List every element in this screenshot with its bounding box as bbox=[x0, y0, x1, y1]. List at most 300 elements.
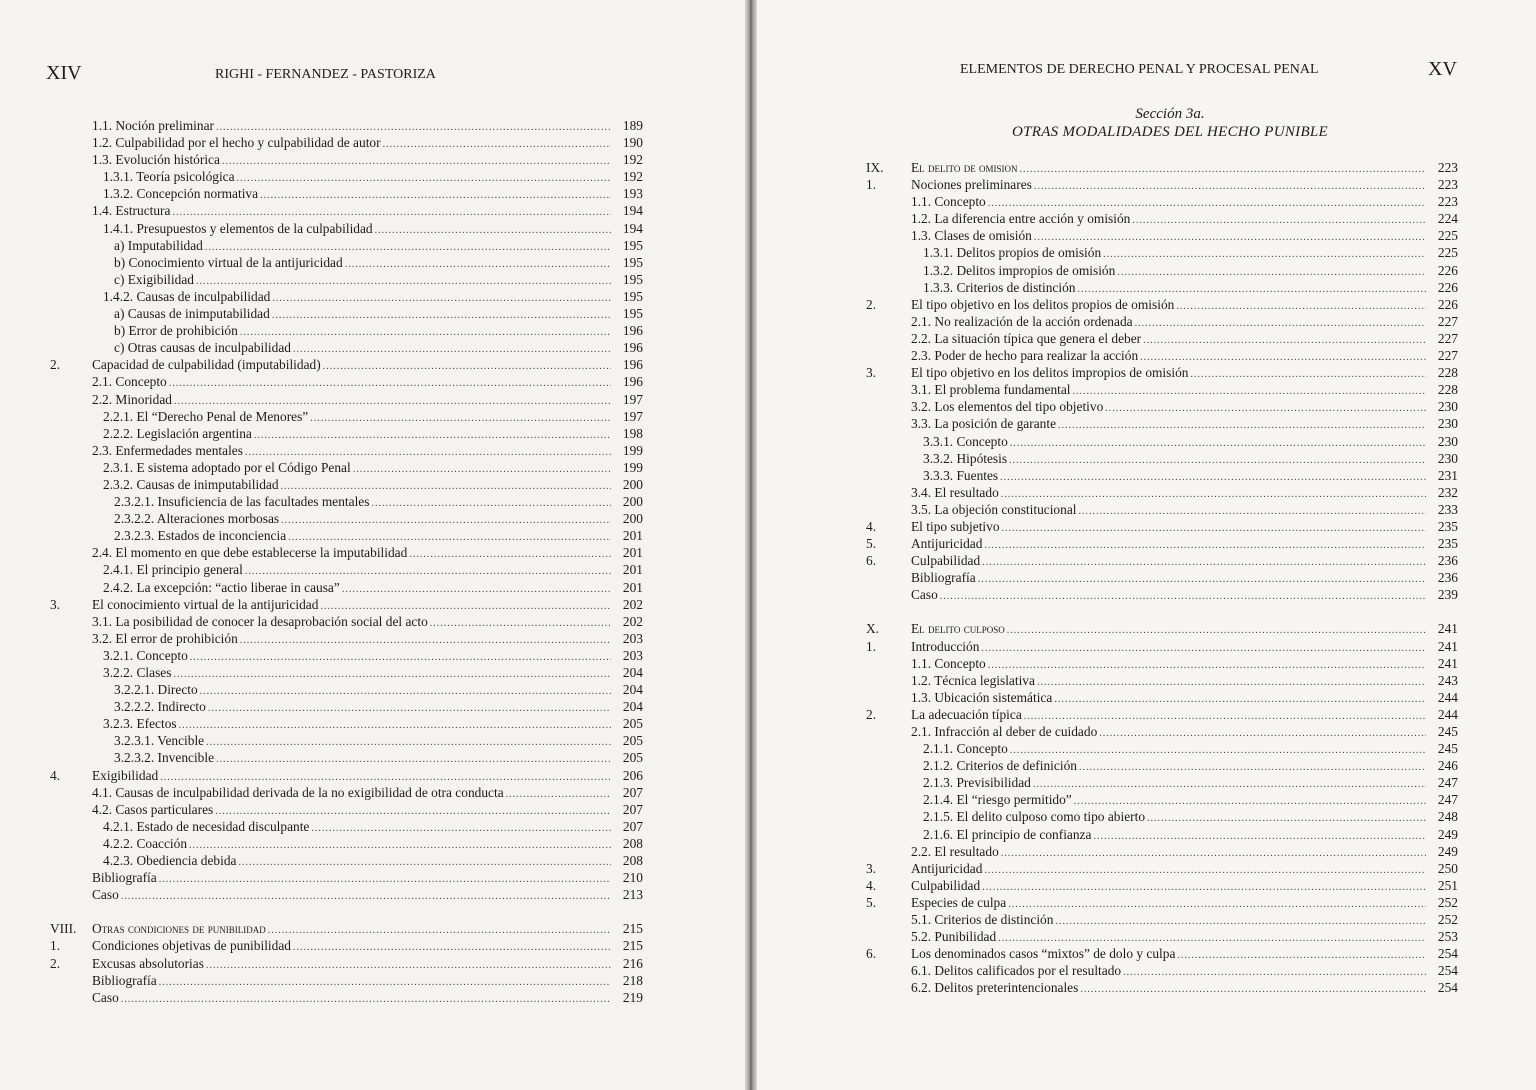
toc-entry-page: 192 bbox=[622, 152, 643, 168]
toc-entry-title: 3.3. La posición de garante bbox=[911, 416, 1057, 432]
toc-entry-page: 228 bbox=[1437, 365, 1458, 381]
toc-entry-page: 253 bbox=[1437, 929, 1458, 945]
toc-entry-page: 246 bbox=[1437, 758, 1458, 774]
toc-entry-title: 2.2.1. El “Derecho Penal de Menores” bbox=[103, 408, 309, 424]
toc-entry-title: 4.1. Causas de inculpabilidad derivada de la no exigibilidad de otra conducta bbox=[92, 784, 504, 800]
toc-entry bbox=[866, 740, 1458, 757]
toc-entry bbox=[866, 962, 1458, 979]
toc-entry bbox=[866, 501, 1458, 518]
toc-entry-title: El conocimiento virtual de la antijuricidad bbox=[92, 596, 319, 612]
toc-entry-title: 2.4.2. La excepción: “actio liberae in causa” bbox=[103, 579, 340, 595]
toc-entry-page: 195 bbox=[622, 237, 643, 253]
toc-entry-page: 197 bbox=[622, 408, 643, 424]
toc-entry-title: 1.3.2. Delitos impropios de omisión bbox=[923, 262, 1116, 278]
toc-entry-title: 3.1. El problema fundamental bbox=[911, 382, 1071, 398]
toc-entry-title: 1.4. Estructura bbox=[92, 203, 171, 219]
toc-entry-page: 249 bbox=[1437, 843, 1458, 859]
toc-entry-page: 223 bbox=[1437, 160, 1458, 175]
toc-entry-page: 203 bbox=[622, 630, 643, 646]
toc-entry bbox=[866, 296, 1458, 313]
toc-entry-title: 1.3.3. Criterios de distinción bbox=[923, 279, 1076, 295]
toc-entry-number: IX. bbox=[866, 160, 884, 175]
toc-entry-page: 226 bbox=[1437, 262, 1458, 278]
toc-entry bbox=[50, 835, 643, 852]
toc-entry-page: 230 bbox=[1437, 433, 1458, 449]
toc-entry-title: a) Causas de inimputabilidad bbox=[114, 306, 270, 322]
toc-entry-title: 3.2. El error de prohibición bbox=[92, 630, 238, 646]
toc-entry-title: Antijuricidad bbox=[911, 536, 983, 552]
toc-entry-title: 3.2.2. Clases bbox=[103, 665, 172, 680]
toc-entry-title: 2.1.2. Criterios de definición bbox=[923, 758, 1077, 774]
toc-entry-number: 2. bbox=[50, 955, 61, 971]
toc-entry bbox=[866, 484, 1458, 501]
toc-entry-page: 252 bbox=[1437, 912, 1458, 928]
toc-entry bbox=[50, 493, 643, 510]
toc-entry-title: 2.2. El resultado bbox=[911, 843, 999, 859]
toc-entry bbox=[866, 620, 1458, 637]
dot-leader bbox=[940, 588, 1426, 605]
toc-entry bbox=[50, 202, 643, 219]
toc-entry-page: 198 bbox=[622, 425, 643, 441]
toc-entry-page: 196 bbox=[622, 323, 643, 339]
toc-entry-page: 205 bbox=[622, 750, 643, 766]
toc-entry-title: El delito de omision bbox=[911, 160, 1018, 175]
toc-entry-title: 4.2.1. Estado de necesidad disculpante bbox=[103, 818, 310, 834]
toc-entry bbox=[866, 193, 1458, 210]
toc-entry bbox=[50, 886, 643, 903]
toc-entry bbox=[866, 791, 1458, 808]
toc-entry-title: 3.3.3. Fuentes bbox=[923, 467, 999, 483]
toc-entry-page: 207 bbox=[622, 818, 643, 834]
toc-entry-title: 6.1. Delitos calificados por el resultado bbox=[911, 963, 1122, 979]
toc-entry bbox=[50, 749, 643, 766]
toc-entry bbox=[50, 801, 643, 818]
toc-entry-title: a) Imputabilidad bbox=[114, 237, 203, 253]
toc-entry bbox=[866, 347, 1458, 364]
toc-entry bbox=[50, 732, 643, 749]
toc-entry-page: 207 bbox=[622, 784, 643, 800]
toc-entry-title: 1.3.1. Delitos propios de omisión bbox=[923, 245, 1102, 261]
toc-entry-number: 3. bbox=[866, 365, 877, 381]
toc-entry-title: 2.1.5. El delito culposo como tipo abierto bbox=[923, 809, 1146, 825]
toc-entry bbox=[50, 442, 643, 459]
toc-entry-title: 3.2.1. Concepto bbox=[103, 647, 188, 663]
toc-entry bbox=[50, 168, 643, 185]
toc-entry-page: 244 bbox=[1437, 706, 1458, 722]
toc-entry-page: 227 bbox=[1437, 330, 1458, 346]
toc-entry-title: Antijuricidad bbox=[911, 860, 983, 876]
toc-entry-page: 241 bbox=[1437, 621, 1458, 637]
toc-entry-page: 244 bbox=[1437, 689, 1458, 705]
toc-entry-number: 2. bbox=[866, 296, 877, 312]
toc-entry-page: 201 bbox=[622, 545, 643, 561]
toc-entry-page: 207 bbox=[622, 801, 643, 817]
toc-entry-title: 4.2.2. Coacción bbox=[103, 835, 188, 851]
toc-entry-page: 226 bbox=[1437, 296, 1458, 312]
toc-entry-page: 241 bbox=[1437, 638, 1458, 654]
toc-entry-page: 202 bbox=[622, 613, 643, 629]
toc-entry-title: 2.3.2.2. Alteraciones morbosas bbox=[114, 511, 280, 527]
toc-entry-title: Bibliografía bbox=[92, 870, 157, 886]
toc-entry bbox=[50, 681, 643, 698]
toc-entry-title: 2.1. Infracción al deber de cuidado bbox=[911, 724, 1098, 739]
toc-entry bbox=[50, 937, 643, 954]
toc-entry-page: 245 bbox=[1437, 724, 1458, 739]
toc-entry bbox=[50, 955, 643, 972]
toc-entry bbox=[866, 535, 1458, 552]
toc-entry-title: El tipo subjetivo bbox=[911, 518, 1000, 534]
toc-entry bbox=[866, 244, 1458, 261]
toc-entry-title: 3.2.3.2. Invencible bbox=[114, 750, 215, 766]
toc-entry bbox=[50, 698, 643, 715]
toc-entry bbox=[866, 826, 1458, 843]
toc-entry-title: 2.2. Minoridad bbox=[92, 391, 172, 407]
toc-entry-page: 236 bbox=[1437, 570, 1458, 586]
toc-entry-number: 4. bbox=[866, 877, 877, 893]
toc-entry-page: 204 bbox=[622, 699, 643, 715]
toc-entry bbox=[866, 210, 1458, 227]
toc-entry-title: 2.3.2. Causas de inimputabilidad bbox=[103, 476, 279, 492]
toc-entry-title: 3.1. La posibilidad de conocer la desaprobación social del acto bbox=[92, 613, 428, 629]
toc-entry-page: 189 bbox=[622, 118, 643, 133]
toc-entry bbox=[50, 151, 643, 168]
toc-entry-page: 254 bbox=[1437, 946, 1458, 962]
toc-entry bbox=[866, 552, 1458, 569]
toc-entry bbox=[50, 561, 643, 578]
toc-entry-page: 218 bbox=[622, 972, 643, 988]
toc-entry-number: 4. bbox=[50, 767, 61, 783]
toc-entry bbox=[50, 288, 643, 305]
toc-entry-title: 2.3.2.3. Estados de inconciencia bbox=[114, 528, 287, 544]
toc-entry-title: El tipo objetivo en los delitos propios de omisión bbox=[911, 296, 1175, 312]
toc-entry-title: Bibliografía bbox=[92, 972, 157, 988]
toc-entry-title: 5.2. Punibilidad bbox=[911, 929, 997, 945]
toc-entry-title: 1.3.2. Concepción normativa bbox=[103, 186, 259, 202]
toc-entry-page: 195 bbox=[622, 254, 643, 270]
toc-entry-page: 194 bbox=[622, 220, 643, 236]
toc-entry-page: 239 bbox=[1437, 587, 1458, 603]
toc-entry-title: 1.4.1. Presupuestos y elementos de la culpabilidad bbox=[103, 220, 373, 236]
toc-entry-page: 247 bbox=[1437, 792, 1458, 808]
toc-entry bbox=[866, 843, 1458, 860]
toc-entry bbox=[866, 638, 1458, 655]
toc-entry-title: 1.3. Ubicación sistemática bbox=[911, 689, 1053, 705]
toc-entry-number: 5. bbox=[866, 536, 877, 552]
toc-entry-title: Caso bbox=[92, 887, 119, 903]
toc-entry-title: 4.2.3. Obediencia debida bbox=[103, 853, 237, 869]
toc-entry-title: 1.3. Evolución histórica bbox=[92, 152, 220, 168]
toc-entry bbox=[866, 415, 1458, 432]
toc-entry-title: Culpabilidad bbox=[911, 553, 981, 569]
toc-entry-title: Capacidad de culpabilidad (imputabilidad) bbox=[92, 357, 321, 373]
toc-entry bbox=[866, 159, 1458, 176]
toc-entry-title: 2.3. Poder de hecho para realizar la acción bbox=[911, 348, 1139, 364]
toc-entry bbox=[866, 774, 1458, 791]
toc-entry bbox=[866, 979, 1458, 996]
toc-entry-title: 2.1.4. El “riesgo permitido” bbox=[923, 792, 1072, 808]
toc-entry bbox=[50, 920, 643, 937]
toc-entry bbox=[50, 254, 643, 271]
toc-entry-number: 1. bbox=[866, 177, 877, 193]
toc-entry bbox=[866, 723, 1458, 740]
toc-entry-page: 227 bbox=[1437, 313, 1458, 329]
toc-entry-page: 251 bbox=[1437, 877, 1458, 893]
toc-entry-title: 2.1.1. Concepto bbox=[923, 741, 1008, 757]
toc-entry-page: 197 bbox=[622, 391, 643, 407]
toc-entry-page: 206 bbox=[622, 767, 643, 783]
toc-entry bbox=[50, 510, 643, 527]
toc-entry bbox=[866, 672, 1458, 689]
toc-entry-page: 254 bbox=[1437, 963, 1458, 979]
toc-entry-title: 2.4.1. El principio general bbox=[103, 562, 243, 578]
toc-entry-number: 5. bbox=[866, 894, 877, 910]
toc-entry bbox=[866, 381, 1458, 398]
toc-entry-page: 243 bbox=[1437, 672, 1458, 688]
toc-entry-number: 6. bbox=[866, 553, 877, 569]
toc-entry-page: 196 bbox=[622, 340, 643, 356]
toc-entry-page: 232 bbox=[1437, 484, 1458, 500]
toc-entry-title: Culpabilidad bbox=[911, 877, 981, 893]
toc-entry bbox=[50, 630, 643, 647]
toc-entry-title: 1.1. Noción preliminar bbox=[92, 118, 214, 133]
toc-entry-page: 219 bbox=[622, 989, 643, 1005]
toc-entry-page: 202 bbox=[622, 596, 643, 612]
toc-entry-page: 201 bbox=[622, 528, 643, 544]
book-gutter bbox=[745, 0, 757, 1090]
toc-entry-page: 233 bbox=[1437, 501, 1458, 517]
toc-entry-page: 205 bbox=[622, 733, 643, 749]
toc-entry bbox=[50, 356, 643, 373]
toc-entry-page: 215 bbox=[622, 938, 643, 954]
toc-entry bbox=[50, 579, 643, 596]
toc-entry-title: 3.2.2.1. Directo bbox=[114, 682, 198, 698]
toc-entry bbox=[50, 220, 643, 237]
toc-entry bbox=[50, 989, 643, 1006]
toc-entry-title: Los denominados casos “mixtos” de dolo y culpa bbox=[911, 946, 1176, 962]
toc-entry-page: 192 bbox=[622, 169, 643, 185]
toc-entry-page: 227 bbox=[1437, 348, 1458, 364]
toc-entry-title: 3.2.3.1. Vencible bbox=[114, 733, 205, 749]
toc-entry-page: 254 bbox=[1437, 980, 1458, 996]
toc-entry-title: Especies de culpa bbox=[911, 894, 1007, 910]
toc-entry-title: 2.3. Enfermedades mentales bbox=[92, 442, 243, 458]
toc-entry-title: 4.2. Casos particulares bbox=[92, 801, 214, 817]
toc-entry bbox=[866, 227, 1458, 244]
toc-entry-title: Caso bbox=[92, 989, 119, 1005]
dot-leader bbox=[1080, 981, 1426, 998]
toc-entry-title: 2.4. El momento en que debe establecerse la imputabilidad bbox=[92, 545, 408, 561]
toc-entry bbox=[50, 425, 643, 442]
toc-entry-page: 250 bbox=[1437, 860, 1458, 876]
section-title: OTRAS MODALIDADES DEL HECHO PUNIBLE bbox=[1011, 124, 1329, 140]
toc-entry-page: 249 bbox=[1437, 826, 1458, 842]
toc-entry-number: 6. bbox=[866, 946, 877, 962]
toc-entry bbox=[866, 911, 1458, 928]
toc-entry bbox=[866, 877, 1458, 894]
toc-entry-page: 199 bbox=[622, 459, 643, 475]
toc-entry bbox=[50, 784, 643, 801]
toc-entry-page: 223 bbox=[1437, 194, 1458, 210]
toc-entry-page: 208 bbox=[622, 835, 643, 851]
toc-entry bbox=[50, 869, 643, 886]
toc-entry-page: 252 bbox=[1437, 894, 1458, 910]
toc-entry bbox=[50, 459, 643, 476]
toc-entry-title: b) Error de prohibición bbox=[114, 323, 238, 339]
toc-entry-title: Condiciones objetivas de punibilidad bbox=[92, 938, 291, 954]
right-page-folio: XV bbox=[1428, 58, 1457, 80]
toc-entry-title: 2.2. La situación típica que genera el deber bbox=[911, 330, 1142, 346]
toc-entry-page: 203 bbox=[622, 647, 643, 663]
toc-entry bbox=[866, 689, 1458, 706]
toc-entry-title: Introducción bbox=[911, 638, 980, 654]
toc-entry-title: 3.2.2.2. Indirecto bbox=[114, 699, 206, 715]
toc-entry-page: 200 bbox=[622, 476, 643, 492]
toc-entry bbox=[50, 544, 643, 561]
toc-entry-page: 235 bbox=[1437, 536, 1458, 552]
toc-entry-title: El tipo objetivo en los delitos impropios de omisión bbox=[911, 365, 1189, 381]
left-page-folio: XIV bbox=[46, 62, 82, 84]
toc-entry-page: 236 bbox=[1437, 553, 1458, 569]
toc-entry-page: 235 bbox=[1437, 518, 1458, 534]
toc-entry-title: 3.5. La objeción constitucional bbox=[911, 501, 1077, 517]
toc-entry-title: 3.2. Los elementos del tipo objetivo bbox=[911, 399, 1104, 415]
toc-entry-title: Bibliografía bbox=[911, 570, 976, 586]
toc-entry bbox=[866, 364, 1458, 381]
toc-entry-number: 2. bbox=[50, 357, 61, 373]
toc-entry bbox=[50, 408, 643, 425]
toc-entry-title: Excusas absolutorias bbox=[92, 955, 204, 971]
toc-entry-title: 2.3.1. E sistema adoptado por el Código Penal bbox=[103, 459, 351, 475]
toc-entry bbox=[866, 655, 1458, 672]
toc-entry bbox=[50, 596, 643, 613]
toc-entry-title: c) Otras causas de inculpabilidad bbox=[114, 340, 291, 356]
toc-entry-title: 1.3.1. Teoría psicológica bbox=[103, 169, 235, 185]
toc-entry-page: 200 bbox=[622, 494, 643, 510]
toc-entry-title: 1.1. Concepto bbox=[911, 194, 986, 210]
toc-entry-title: 3.3.2. Hipótesis bbox=[923, 450, 1008, 466]
toc-entry bbox=[866, 706, 1458, 723]
toc-entry-page: 195 bbox=[622, 288, 643, 304]
toc-entry bbox=[866, 262, 1458, 279]
toc-entry bbox=[866, 313, 1458, 330]
toc-entry bbox=[50, 117, 643, 134]
toc-entry-title: 2.2.2. Legislación argentina bbox=[103, 425, 252, 441]
toc-entry-page: 213 bbox=[622, 887, 643, 903]
toc-entry-title: Nociones preliminares bbox=[911, 177, 1032, 193]
toc-entry bbox=[866, 945, 1458, 962]
toc-entry-page: 204 bbox=[622, 665, 643, 680]
toc-entry-title: El delito culposo bbox=[911, 621, 1005, 637]
toc-entry bbox=[866, 518, 1458, 535]
toc-entry-page: 196 bbox=[622, 357, 643, 373]
toc-left bbox=[50, 117, 643, 1006]
toc-entry-title: 6.2. Delitos preterintencionales bbox=[911, 980, 1079, 996]
toc-entry-page: 230 bbox=[1437, 416, 1458, 432]
toc-entry-number: X. bbox=[866, 621, 880, 637]
dot-leader bbox=[121, 888, 611, 905]
toc-entry-page: 223 bbox=[1437, 177, 1458, 193]
toc-entry bbox=[50, 664, 643, 681]
toc-entry-page: 230 bbox=[1437, 450, 1458, 466]
toc-entry-page: 210 bbox=[622, 870, 643, 886]
toc-entry bbox=[50, 373, 643, 390]
toc-entry-number: 2. bbox=[866, 706, 877, 722]
toc-entry-page: 245 bbox=[1437, 741, 1458, 757]
dot-leader bbox=[121, 991, 611, 1008]
toc-entry-number: VIII. bbox=[50, 921, 77, 937]
toc-entry-number: 1. bbox=[50, 938, 61, 954]
toc-right bbox=[866, 159, 1458, 997]
toc-entry-title: 1.2. Culpabilidad por el hecho y culpabilidad de autor bbox=[92, 135, 381, 151]
toc-entry bbox=[50, 818, 643, 835]
toc-entry-page: 193 bbox=[622, 186, 643, 202]
toc-entry bbox=[50, 305, 643, 322]
toc-entry bbox=[866, 569, 1458, 586]
toc-entry-number: 4. bbox=[866, 518, 877, 534]
toc-entry-page: 231 bbox=[1437, 467, 1458, 483]
toc-entry-title: Caso bbox=[911, 587, 938, 603]
toc-entry-page: 205 bbox=[622, 716, 643, 732]
toc-entry-page: 224 bbox=[1437, 211, 1458, 227]
toc-entry bbox=[866, 586, 1458, 603]
toc-entry bbox=[50, 391, 643, 408]
toc-entry-page: 215 bbox=[622, 921, 643, 937]
toc-entry bbox=[50, 185, 643, 202]
toc-entry-title: La adecuación típica bbox=[911, 706, 1022, 722]
toc-entry-page: 241 bbox=[1437, 655, 1458, 671]
toc-entry-title: 2.1. Concepto bbox=[92, 374, 167, 390]
toc-entry-page: 248 bbox=[1437, 809, 1458, 825]
toc-entry-page: 225 bbox=[1437, 245, 1458, 261]
toc-entry bbox=[866, 894, 1458, 911]
toc-entry bbox=[50, 271, 643, 288]
toc-entry-page: 225 bbox=[1437, 228, 1458, 244]
toc-entry bbox=[866, 433, 1458, 450]
toc-entry bbox=[50, 852, 643, 869]
toc-entry bbox=[50, 767, 643, 784]
toc-entry bbox=[866, 860, 1458, 877]
toc-entry bbox=[50, 237, 643, 254]
toc-entry-page: 201 bbox=[622, 579, 643, 595]
toc-entry bbox=[866, 398, 1458, 415]
toc-entry-page: 200 bbox=[622, 511, 643, 527]
toc-entry-title: 3.2.3. Efectos bbox=[103, 716, 177, 732]
toc-entry-title: 2.3.2.1. Insuficiencia de las facultades mentales bbox=[114, 494, 370, 510]
toc-entry-title: 3.4. El resultado bbox=[911, 484, 999, 500]
toc-entry-number: 1. bbox=[866, 638, 877, 654]
toc-entry-page: 247 bbox=[1437, 775, 1458, 791]
toc-entry bbox=[50, 613, 643, 630]
toc-entry bbox=[50, 339, 643, 356]
toc-entry-title: 2.1.3. Previsibilidad bbox=[923, 775, 1031, 791]
toc-entry bbox=[50, 647, 643, 664]
toc-entry-page: 226 bbox=[1437, 279, 1458, 295]
section-label: Sección 3a. bbox=[1135, 106, 1205, 122]
toc-entry bbox=[866, 467, 1458, 484]
toc-entry-page: 228 bbox=[1437, 382, 1458, 398]
toc-entry-page: 190 bbox=[622, 135, 643, 151]
toc-entry-title: Exigibilidad bbox=[92, 767, 159, 783]
toc-entry-title: c) Exigibilidad bbox=[114, 271, 194, 287]
toc-entry bbox=[50, 322, 643, 339]
toc-entry-page: 230 bbox=[1437, 399, 1458, 415]
toc-entry bbox=[50, 972, 643, 989]
toc-entry bbox=[50, 134, 643, 151]
toc-entry-page: 194 bbox=[622, 203, 643, 219]
toc-entry-page: 208 bbox=[622, 853, 643, 869]
toc-entry bbox=[866, 928, 1458, 945]
toc-entry bbox=[50, 715, 643, 732]
